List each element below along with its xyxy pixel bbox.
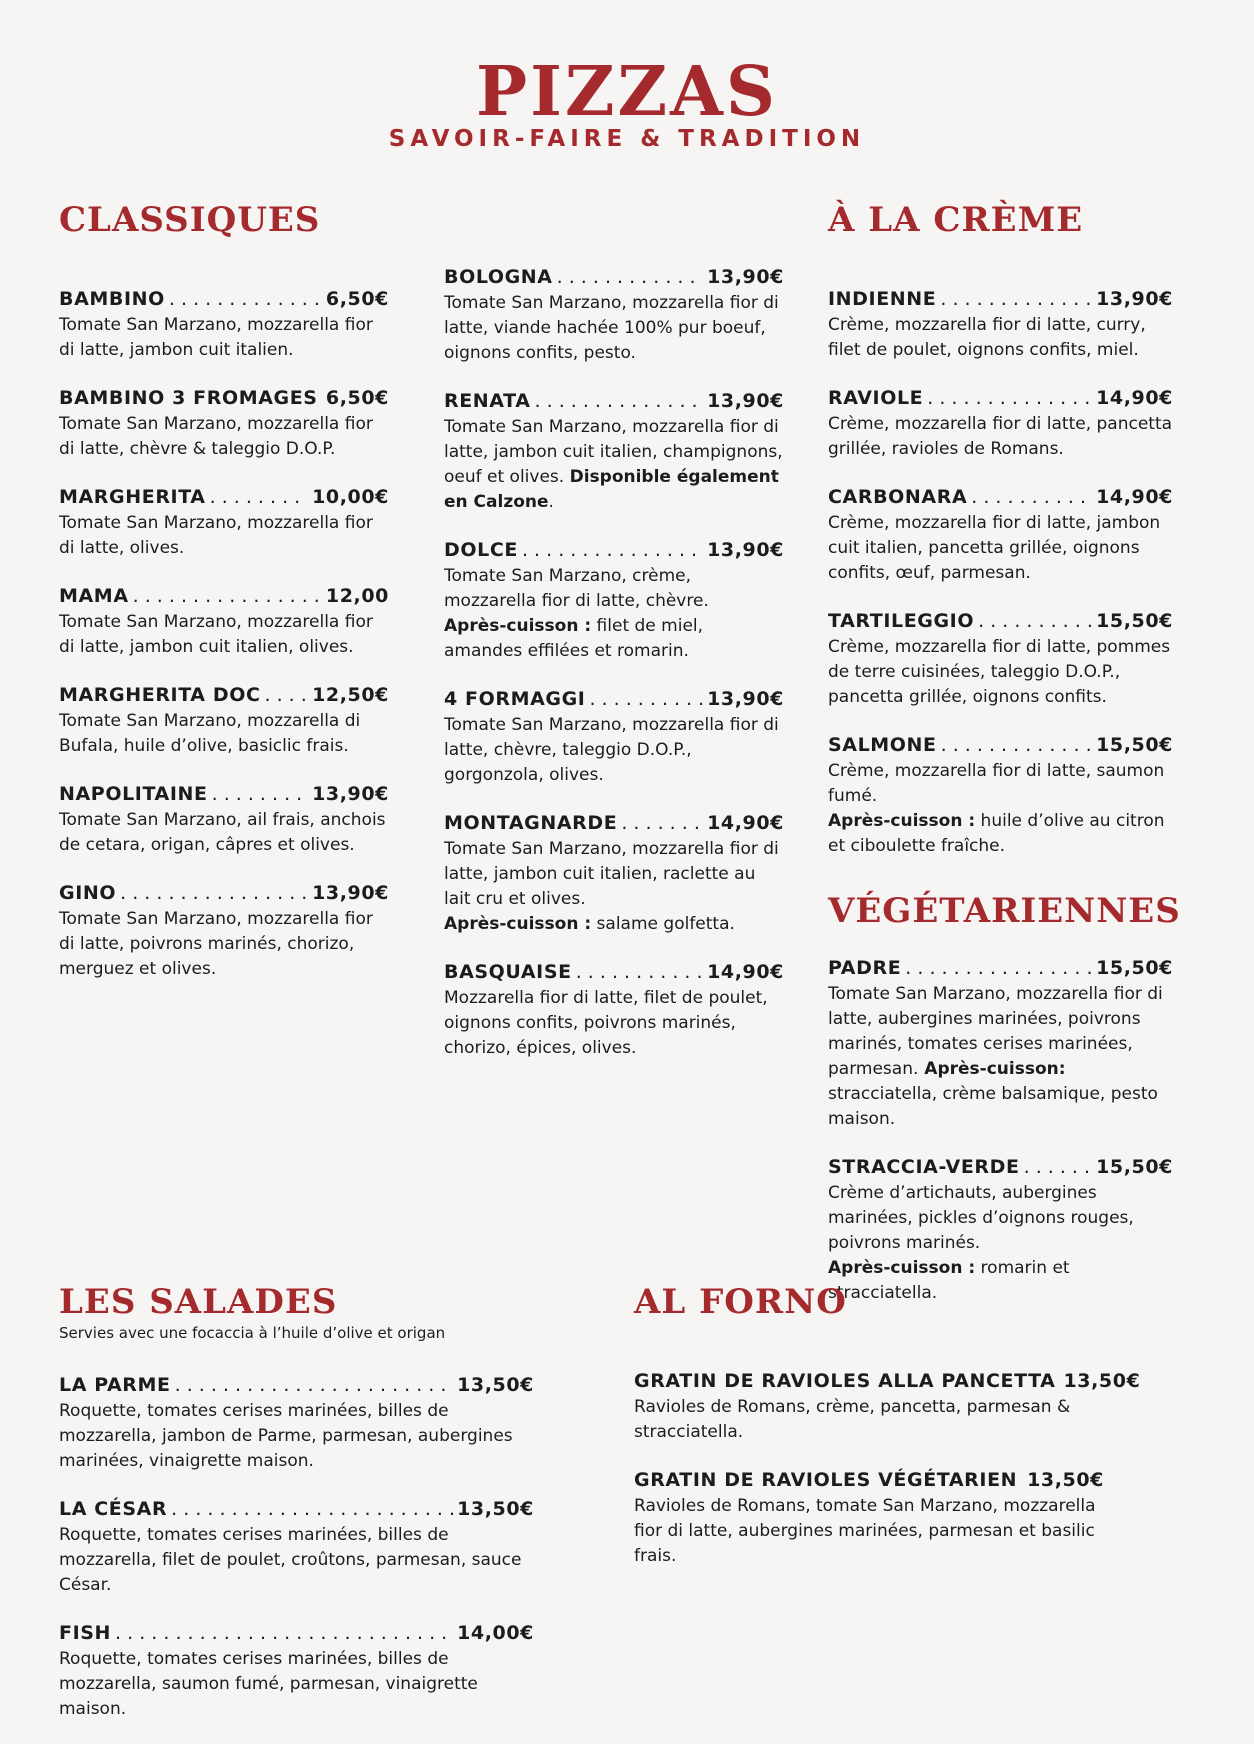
menu-item-description [444,713,784,788]
dot-leader [120,880,308,907]
description-text: Roquette, tomates cerises marinées, billes de mozzarella, saumon fumé, parmesan, vinaigrette maison. [59,1649,478,1719]
menu-item-name: PADRE [828,955,901,982]
menu-item-name: LA PARME [59,1372,171,1399]
menu-item-name: TARTILEGGIO [828,608,974,635]
apres-cuisson-text: stracciatella, crème balsamique, pesto maison. [828,1084,1158,1129]
menu-item-header [634,1368,1104,1395]
menu-item-description [59,709,389,759]
menu-item-header [59,1496,534,1523]
menu-item-price: 14,90€ [1096,484,1173,511]
menu-item-name: RENATA [444,388,531,415]
menu-item-description [828,759,1173,859]
description-text: Tomate San Marzano, ail frais, anchois de cetara, origan, câpres et olives. [59,810,386,855]
description-text: Tomate San Marzano, mozzarella fior di latte, jambon cuit italien, olives. [59,612,373,657]
menu-item [59,286,389,363]
description-text: Tomate San Marzano, mozzarella fior di latte, olives. [59,513,373,558]
dot-leader [210,484,308,511]
description-text: Tomate San Marzano, mozzarella fior di latte, poivrons marinés, chorizo, merguez et olives. [59,909,373,979]
menu-item-description [634,1494,1104,1569]
classiques-list-2 [444,264,784,1061]
menu-item [828,286,1173,363]
menu-item [59,880,389,982]
menu-item-description [59,907,389,982]
menu-item [444,959,784,1061]
description-text: Tomate San Marzano, mozzarella fior di latte, chèvre & taleggio D.O.P. [59,414,373,459]
section-title-creme: À LA CRÈME [828,200,1173,240]
description-suffix: . [549,492,554,512]
menu-item-name: BOLOGNA [444,264,553,291]
dot-leader [905,955,1092,982]
menu-item [828,732,1173,859]
menu-item-price: 15,50€ [1096,955,1173,982]
menu-item-price: 15,50€ [1096,608,1173,635]
description-text: Crème, mozzarella fior di latte, pommes de terre cuisinées, taleggio D.O.P., pancetta grillée, oignons confits. [828,637,1170,707]
menu-item-header [59,880,389,907]
salades-column [59,1282,534,1744]
description-text: Crème, mozzarella fior di latte, curry, filet de poulet, oignons confits, miel. [828,315,1146,360]
menu-item-header [828,286,1173,313]
menu-item-name: GINO [59,880,116,907]
menu-item-price: 13,50€ [457,1372,534,1399]
menu-item-price: 14,90€ [1096,385,1173,412]
apres-cuisson-label: Après-cuisson : [444,616,591,636]
menu-item [59,781,389,858]
menu-item-header [828,484,1173,511]
page-title: PIZZAS [0,52,1254,132]
menu-item-description [444,986,784,1061]
menu-item [59,1496,534,1598]
menu-item [444,810,784,937]
menu-item-header [59,1372,534,1399]
menu-item-price: 13,90€ [707,388,784,415]
dot-leader [927,385,1092,412]
menu-item-price: 14,90€ [707,810,784,837]
menu-item-price: 15,50€ [1096,732,1173,759]
salades-note: Servies avec une focaccia à l’huile d’olive et origan [59,1324,534,1342]
menu-item-price: 13,90€ [312,781,389,808]
menu-item-name: INDIENNE [828,286,936,313]
menu-item [444,388,784,515]
dot-leader [941,732,1092,759]
menu-item-name: BASQUAISE [444,959,572,986]
dot-leader [978,608,1092,635]
menu-item-description [444,837,784,937]
description-text: Tomate San Marzano, mozzarella fior di latte, viande hachée 100% pur boeuf, oignons confits, pesto. [444,293,779,363]
dot-leader [169,286,322,313]
menu-item-name: GRATIN DE RAVIOLES ALLA PANCETTA [634,1368,1055,1395]
menu-item-name: MARGHERITA DOC [59,682,261,709]
classiques-column-2 [444,264,784,1083]
menu-item-description [828,511,1173,586]
menu-item-price: 12,00 [326,583,389,610]
section-title-al-forno: AL FORNO [634,1282,1104,1322]
menu-item-description [828,313,1173,363]
menu-item [59,484,389,561]
dot-leader [1024,1154,1092,1181]
menu-item-name: 4 FORMAGGI [444,686,585,713]
menu-item-header [828,1154,1173,1181]
menu-item-price: 14,90€ [707,959,784,986]
menu-item [59,385,389,462]
menu-item-description [444,291,784,366]
menu-item-name: FISH [59,1620,111,1647]
apres-cuisson-text: filet de miel, amandes effilées et romarin. [444,616,703,661]
menu-item-description [59,313,389,363]
menu-item-price: 12,50€ [312,682,389,709]
menu-item-price: 6,50€ [326,286,389,313]
section-title-vegetariennes: VÉGÉTARIENNES [828,891,1173,931]
dot-leader [265,682,309,709]
dot-leader [589,686,703,713]
menu-item-header [59,385,389,412]
menu-item-price: 13,90€ [707,264,784,291]
menu-item-name: BAMBINO [59,286,165,313]
apres-cuisson-label: Après-cuisson : [828,1258,975,1278]
menu-item-price: 13,90€ [1096,286,1173,313]
classiques-column-1 [59,200,389,1004]
forno-list [634,1368,1104,1569]
menu-item-description [59,511,389,561]
menu-item [59,1372,534,1474]
menu-item-price: 15,50€ [1096,1154,1173,1181]
apres-cuisson-label: Après-cuisson : [444,914,591,934]
menu-item-header [828,955,1173,982]
dot-leader [133,583,322,610]
menu-item-price: 13,90€ [707,686,784,713]
menu-item-name: LA CÉSAR [59,1496,167,1523]
dot-leader [621,810,703,837]
description-text: Crème, mozzarella fior di latte, pancetta grillée, ravioles de Romans. [828,414,1172,459]
description-text: Roquette, tomates cerises marinées, billes de mozzarella, jambon de Parme, parmesan, aubergines marinées, vinaigrette maison. [59,1401,513,1471]
menu-item-price: 13,90€ [312,880,389,907]
description-text: Tomate San Marzano, mozzarella di Bufala, huile d’olive, basiclic frais. [59,711,360,756]
vege-list [828,955,1173,1306]
menu-item-description [634,1395,1104,1445]
apres-cuisson-text: romarin et stracciatella. [828,1258,1070,1303]
menu-item [59,583,389,660]
menu-item-header [59,286,389,313]
menu-item-name: DOLCE [444,537,518,564]
menu-item-price: 13,50€ [1027,1467,1104,1494]
menu-item [444,537,784,664]
dot-leader [175,1372,453,1399]
menu-item-header [828,608,1173,635]
dot-leader [971,484,1092,511]
menu-item-header [444,686,784,713]
dot-leader [535,388,704,415]
menu-item-name: NAPOLITAINE [59,781,208,808]
menu-item-header [444,264,784,291]
creme-list [828,286,1173,859]
description-text: Tomate San Marzano, mozzarella fior di latte, jambon cuit italien, raclette au lait cru et olives. [444,839,779,909]
menu-item [444,264,784,366]
menu-item-description [59,412,389,462]
description-text: Crème d’artichauts, aubergines marinées, pickles d’oignons rouges, poivrons marinés. [828,1183,1134,1253]
menu-item-header [634,1467,1104,1494]
apres-cuisson-text: salame golfetta. [591,914,735,934]
classiques-list-1 [59,286,389,982]
description-text: Tomate San Marzano, mozzarella fior di latte, jambon cuit italien. [59,315,373,360]
menu-item-price: 13,90€ [707,537,784,564]
description-text: Crème, mozzarella fior di latte, saumon fumé. [828,761,1164,806]
menu-item-description [828,412,1173,462]
apres-cuisson-label: Après-cuisson: [918,1059,1065,1079]
menu-item-header [444,388,784,415]
description-bold-note: Disponible également en Calzone [444,467,779,512]
description-text: Roquette, tomates cerises marinées, billes de mozzarella, filet de poulet, croûtons, parmesan, sauce César. [59,1525,521,1595]
description-text: Ravioles de Romans, tomate San Marzano, mozzarella fior di latte, aubergines marinées, parmesan et basilic frais. [634,1496,1096,1566]
menu-item-name: MAMA [59,583,129,610]
menu-item [634,1368,1104,1445]
menu-item-name: GRATIN DE RAVIOLES VÉGÉTARIEN [634,1467,1017,1494]
creme-column [828,200,1173,1328]
section-title-salades: LES SALADES [59,1282,534,1322]
menu-item-name: BAMBINO 3 FROMAGES [59,385,318,412]
menu-item-name: SALMONE [828,732,937,759]
menu-item-description [59,1399,534,1474]
menu-item-price: 14,00€ [457,1620,534,1647]
menu-item-header [444,810,784,837]
menu-item-header [59,583,389,610]
menu-item-price: 13,50€ [457,1496,534,1523]
menu-item-price: 10,00€ [312,484,389,511]
description-text: Tomate San Marzano, mozzarella fior di latte, chèvre, taleggio D.O.P., gorgonzola, olives. [444,715,779,785]
description-text: Ravioles de Romans, crème, pancetta, parmesan & stracciatella. [634,1397,1070,1442]
page-subtitle: SAVOIR-FAIRE & TRADITION [0,126,1254,152]
menu-item-header [444,537,784,564]
dot-leader [557,264,703,291]
menu-item-header [59,781,389,808]
description-text: Tomate San Marzano, crème, mozzarella fior di latte, chèvre. [444,566,709,611]
menu-item-description [59,1647,534,1722]
menu-item-header [444,959,784,986]
menu-item-name: RAVIOLE [828,385,923,412]
dot-leader [576,959,703,986]
dot-leader [940,286,1092,313]
menu-item-header [59,682,389,709]
menu-item-description [444,564,784,664]
menu-item [828,955,1173,1132]
description-text: Tomate San Marzano, mozzarella fior di latte, jambon cuit italien, champignons, oeuf et olives. [444,417,783,487]
menu-item [59,682,389,759]
menu-item-price: 6,50€ [326,385,389,412]
dot-leader [212,781,308,808]
description-text: Tomate San Marzano, mozzarella fior di latte, aubergines marinées, poivrons marinés, tomates cerises marinées, parmesan. [828,984,1163,1079]
menu-item-description [828,635,1173,710]
apres-cuisson-text: huile d’olive au citron et ciboulette fraîche. [828,811,1165,856]
menu-item-description [444,415,784,515]
menu-item [828,385,1173,462]
menu-item-name: CARBONARA [828,484,967,511]
menu-item-description [59,1523,534,1598]
section-title-classiques: CLASSIQUES [59,200,389,240]
menu-item [634,1467,1104,1569]
forno-column [634,1282,1104,1591]
menu-item [828,608,1173,710]
apres-cuisson-label: Après-cuisson : [828,811,975,831]
menu-item [59,1620,534,1722]
menu-item-header [828,385,1173,412]
dot-leader [522,537,703,564]
menu-item-header [59,1620,534,1647]
menu-item-name: STRACCIA-VERDE [828,1154,1020,1181]
menu-item-header [59,484,389,511]
menu-item-description [59,808,389,858]
menu-item [444,686,784,788]
dot-leader [171,1496,453,1523]
menu-item-description [828,982,1173,1132]
dot-leader [115,1620,453,1647]
dot-leader [1021,1467,1023,1494]
menu-item-description [59,610,389,660]
salades-list [59,1372,534,1722]
menu-item [828,484,1173,586]
description-text: Crème, mozzarella fior di latte, jambon cuit italien, pancetta grillée, oignons confits, œuf, parmesan. [828,513,1160,583]
menu-item-name: MARGHERITA [59,484,206,511]
description-text: Mozzarella fior di latte, filet de poulet, oignons confits, poivrons marinés, chorizo, épices, olives. [444,988,768,1058]
menu-item-header [828,732,1173,759]
menu-item-name: MONTAGNARDE [444,810,617,837]
menu-item-price: 13,50€ [1063,1368,1140,1395]
